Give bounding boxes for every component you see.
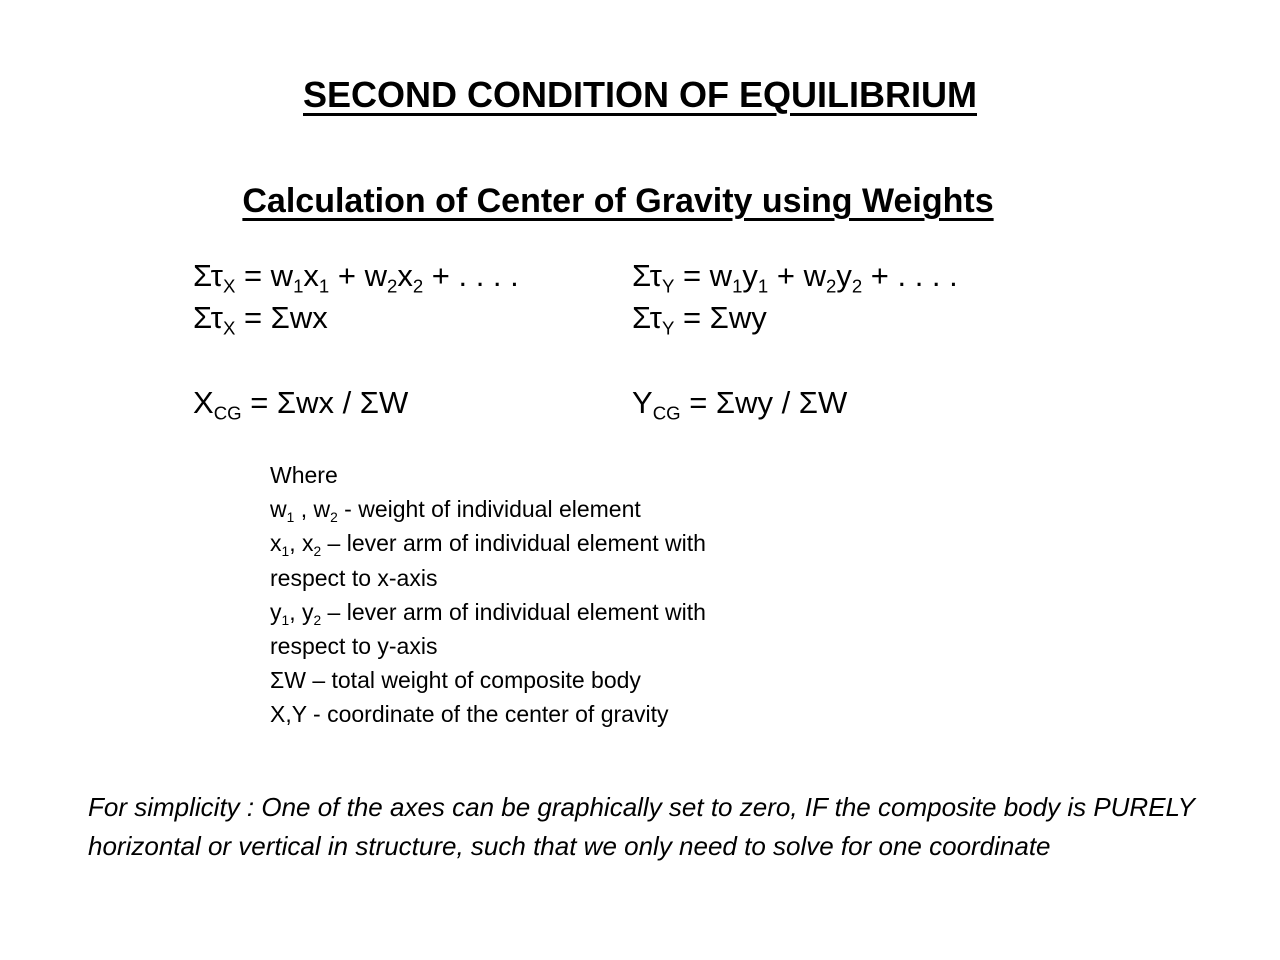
torque-y-sigma-equation: $\Sigma\tau_Y = \Sigma wy$ (632, 300, 767, 339)
definition-coordinate: X,Y - coordinate of the center of gravity (270, 701, 669, 728)
definition-total-weight: ΣW – total weight of composite body (270, 667, 641, 694)
torque-y-sum-equation: $\Sigma\tau_Y = w_1y_1 + w_2y_2$ + . . . . (632, 258, 958, 297)
definition-y-lever-arm-cont: respect to y-axis (270, 633, 438, 660)
simplicity-note: For simplicity : One of the axes can be graphically set to zero, IF the composite body is PURELY horizontal or vertical in structure, such that we only need to solve for one coordinate (88, 792, 1195, 861)
definition-x-lever-arm-cont: respect to x-axis (270, 564, 438, 591)
y-cg-equation: $Y_{CG} = \Sigma wy / \Sigma W$ (632, 385, 848, 424)
definition-x-lever-arm: $x_1$, $x_2$ – lever arm of individual element with (270, 530, 706, 560)
torque-x-sigma-equation: $\Sigma\tau_X = \Sigma wx$ (193, 300, 328, 339)
torque-x-sum-equation: $\Sigma\tau_X = w_1x_1 + w_2x_2$ + . . . . (193, 258, 519, 297)
definition-weights: $w_1$ , $w_2$ - weight of individual element (270, 496, 641, 526)
x-cg-equation: $X_{CG} = \Sigma wx / \Sigma W$ (193, 385, 409, 424)
page-title: SECOND CONDITION OF EQUILIBRIUM (303, 74, 977, 115)
definition-y-lever-arm: $y_1$, $y_2$ – lever arm of individual element with (270, 598, 706, 628)
section-subtitle: Calculation of Center of Gravity using Weights (242, 182, 994, 220)
definitions-list (270, 458, 706, 732)
definition-where: Where (270, 462, 338, 488)
